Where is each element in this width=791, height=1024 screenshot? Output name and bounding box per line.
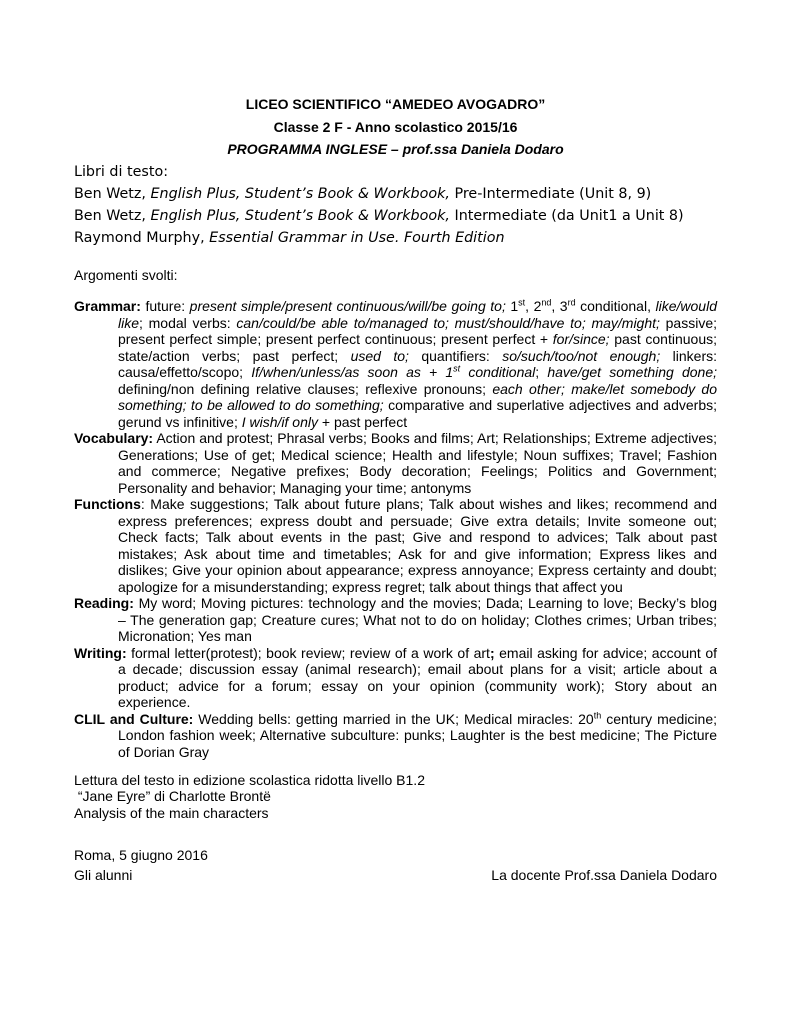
vocabulary-section xyxy=(74,430,717,496)
functions-section xyxy=(74,496,717,595)
text-run: ; xyxy=(535,364,548,380)
text-run: past continuous; state/action verbs; past perfect; xyxy=(118,331,717,364)
ordinal-suffix: rd xyxy=(567,297,576,308)
section-label: CLIL and Culture: xyxy=(74,710,194,727)
students-signature-label: Gli alunni xyxy=(74,867,133,883)
textbook-item xyxy=(74,205,684,227)
section-text: My word; Moving pictures: technology and the movies; Dada; Learning to love; Becky’s blog – The generation gap; Creature cures; What not to do on holiday; Clothes crimes; Urban tribes; Micronation; Yes man xyxy=(118,595,717,644)
textbook-item xyxy=(74,227,684,249)
book-title: Essential Grammar in Use. Fourth Edition xyxy=(209,230,505,246)
text-run: linkers: causa/effetto/scopo; xyxy=(118,347,717,380)
section-text: formal letter(protest); book review; review of a work of art xyxy=(126,644,490,661)
text-run: future: xyxy=(140,298,190,314)
text-run: , 2 xyxy=(525,298,542,314)
section-text: email asking for advice; account of a decade; discussion essay (animal research); email about plans for a visit; article about a product; advice for a forum; essay on your opinion (community work); Story about an experience. xyxy=(118,644,718,710)
text-run: for/since; xyxy=(552,331,610,347)
text-run: comparative and superlative adjectives and adverbs; gerund vs infinitive; xyxy=(118,397,717,430)
section-label: Vocabulary: xyxy=(74,430,154,446)
extra-reading-line: “Jane Eyre” di Charlotte Brontë xyxy=(74,788,271,805)
text-run: conditional, xyxy=(575,298,656,314)
school-name: LICEO SCIENTIFICO “AMEDEO AVOGADRO” xyxy=(245,96,546,112)
text-run: , 3 xyxy=(551,298,568,314)
place-date: Roma, 5 giugno 2016 xyxy=(74,847,208,863)
text-run: conditional xyxy=(460,364,536,380)
text-run: defining/non defining relative clauses; reflexive pronouns; xyxy=(118,380,493,397)
section-label: Reading: xyxy=(74,595,134,611)
text-run: If/when/unless/as soon as + 1 xyxy=(251,364,454,380)
section-label: Functions xyxy=(74,496,141,512)
text-run: so/such/too/not enough; xyxy=(502,347,661,364)
textbook-item xyxy=(74,183,684,205)
text-run: ; modal verbs: xyxy=(139,314,237,331)
book-title: English Plus, Student’s Book & Workbook, xyxy=(150,186,450,202)
section-label: Writing: xyxy=(74,644,127,661)
topics-list xyxy=(74,298,717,760)
book-author: Ben Wetz, xyxy=(74,186,151,202)
textbooks-block xyxy=(74,161,684,249)
topics-label: Argomenti svolti: xyxy=(74,267,178,283)
reading-section xyxy=(74,595,717,645)
text-run: each other; make/let somebody do something; to be allowed to do something; xyxy=(118,380,717,413)
book-level: Pre-Intermediate (Unit 8, 9) xyxy=(449,186,652,202)
ordinal-suffix: nd xyxy=(541,297,552,308)
program-title: PROGRAMMA INGLESE – prof.ssa Daniela Dodaro xyxy=(227,141,564,157)
text-run: quantifiers: xyxy=(408,347,503,364)
text-run: present simple/present continuous/will/be going to; xyxy=(189,298,506,314)
book-level: Intermediate (da Unit1 a Unit 8) xyxy=(449,208,684,224)
ordinal-suffix: st xyxy=(453,363,461,374)
section-text: : Make suggestions; Talk about future plans; Talk about wishes and likes; recommend and express preferences; express doubt and persuade; Give extra details; Invite someone out; Check facts; Talk about events in the past; Give and respond to advices; Talk about past mistakes; Ask about time and timetables; Ask for and give information; Express likes and dislikes; Give your opinion about appearance; express annoyance; Express certainty and doubt; apologize for a misunderstanding; express regret; talk about things that affect you xyxy=(118,496,717,595)
extra-reading-block xyxy=(74,772,425,821)
section-label: Grammar: xyxy=(74,298,141,314)
text-run: used to; xyxy=(350,347,409,364)
text-run: 1 xyxy=(505,298,519,314)
book-author: Raymond Murphy, xyxy=(74,230,210,246)
class-year: Classe 2 F - Anno scolastico 2015/16 xyxy=(273,119,518,135)
ordinal-suffix: th xyxy=(593,709,602,720)
writing-section xyxy=(74,645,717,711)
text-run: + past perfect xyxy=(317,413,408,430)
section-text: ; xyxy=(489,644,495,661)
teacher-signature-label: La docente Prof.ssa Daniela Dodaro xyxy=(491,867,717,883)
text-run: can/could/be able to/managed to; must/should/have to; may/might; xyxy=(236,314,660,331)
book-author: Ben Wetz, xyxy=(74,208,151,224)
extra-reading-line: Analysis of the main characters xyxy=(74,804,269,821)
section-text: Wedding bells: getting married in the UK; Medical miracles: 20 xyxy=(193,710,594,727)
section-text: century medicine; London fashion week; Alternative subculture: punks; Laughter is the best medicine; The Picture of Dorian Gray xyxy=(118,710,717,760)
book-title: English Plus, Student’s Book & Workbook, xyxy=(150,208,450,224)
extra-reading-line: Lettura del testo in edizione scolastica ridotta livello B1.2 xyxy=(74,772,425,788)
ordinal-suffix: st xyxy=(518,297,526,308)
text-run: passive; present perfect simple; present perfect continuous; present perfect + xyxy=(118,314,717,347)
text-run: like/would like xyxy=(118,298,717,331)
textbooks-label: Libri di testo: xyxy=(74,164,169,180)
section-text: Action and protest; Phrasal verbs; Books and films; Art; Relationships; Extreme adjectives; Generations; Use of get; Medical science; Health and lifestyle; Noun suffixes; Travel; Fashion and commerce; Negative prefixes; Body decoration; Feelings; Politics and Government; Personality and behavior; Managing your time; antonyms xyxy=(118,430,717,496)
text-run: I wish/if only xyxy=(241,413,318,430)
text-run: have/get something done; xyxy=(547,364,718,380)
clil-section xyxy=(74,711,717,761)
grammar-section xyxy=(74,298,717,430)
